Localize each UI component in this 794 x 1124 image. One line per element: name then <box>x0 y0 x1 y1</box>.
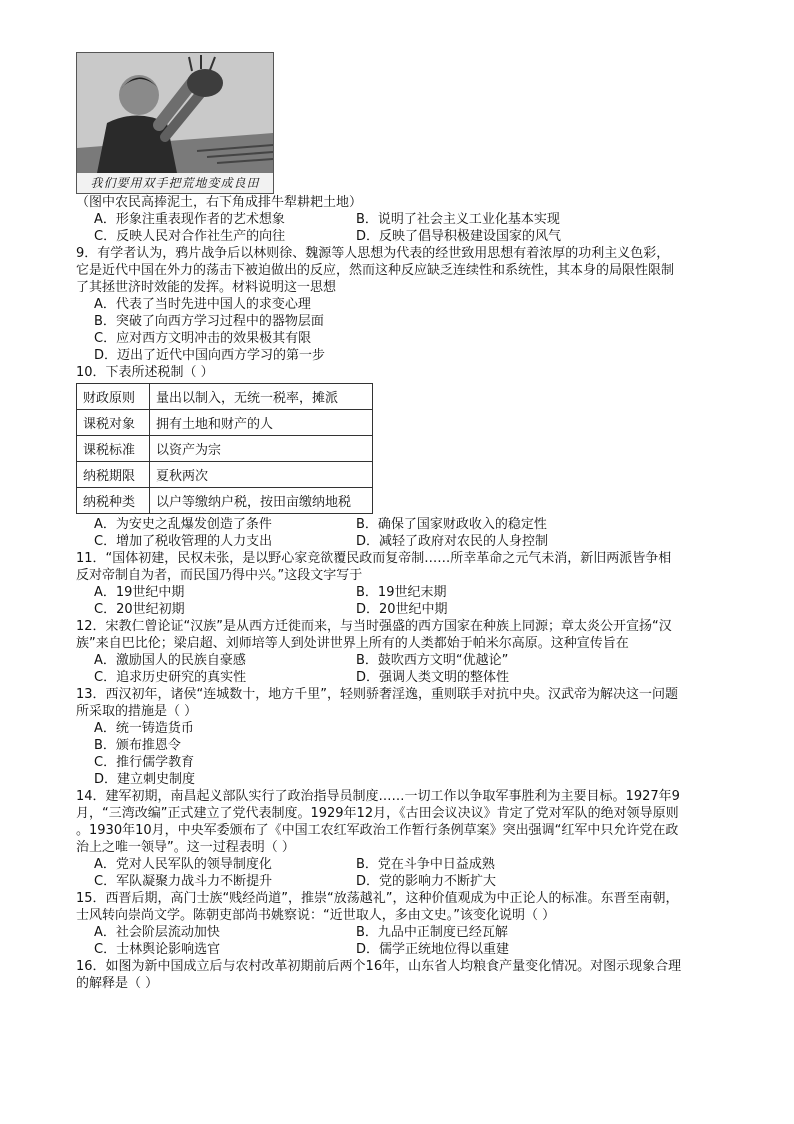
table-header-cell: 纳税期限 <box>77 462 150 488</box>
q11-option-d[interactable]: D．20世纪中期 <box>356 602 448 617</box>
q13-stem-line: 13．西汉初年，诸侯“连城数十，地方千里”，轻则骄奢淫逸，重则联手对抗中央。汉武帝为解决这一问题 <box>76 687 679 702</box>
q11-option-a[interactable]: A．19世纪中期 <box>94 585 185 600</box>
q9-stem-line: 了其拯世济时效能的发挥。材料说明这一思想 <box>76 280 337 295</box>
question-12 <box>76 618 722 686</box>
table-row <box>77 436 373 462</box>
q14-stem-line: 14．建军初期，南昌起义部队实行了政治指导员制度……一切工作以争取军事胜利为主要目标。1927年9 <box>76 789 680 804</box>
table-row <box>77 462 373 488</box>
q9-option-a[interactable]: A．代表了当时先进中国人的求变心理 <box>94 297 311 312</box>
table-header-cell: 财政原则 <box>77 384 150 410</box>
q8-options-row1 <box>76 211 722 228</box>
q8-option-d[interactable]: D．反映了倡导积极建设国家的风气 <box>356 229 562 244</box>
q15-stem-line: 15．西晋后期，高门士族“贱经尚道”，推崇“放荡越礼”，这种价值观成为中正论人的标准。东晋至南朝， <box>76 891 679 906</box>
q8-option-c[interactable]: C．反映人民对合作社生产的向往 <box>94 229 286 244</box>
q13-stem-line: 所采取的措施是（ ） <box>76 704 198 719</box>
q9-option-b[interactable]: B．突破了向西方学习过程中的器物层面 <box>94 314 324 329</box>
question-14 <box>76 788 722 890</box>
table-row <box>77 384 373 410</box>
table-header-cell: 纳税种类 <box>77 488 150 514</box>
q10-option-b[interactable]: B．确保了国家财政收入的稳定性 <box>356 517 547 532</box>
question-13 <box>76 686 722 788</box>
propaganda-poster <box>76 52 274 194</box>
q9-stem-line: 它是近代中国在外力的荡击下被迫做出的反应，然而这种反应缺乏连续性和系统性，其本身的局限性限制 <box>76 263 675 278</box>
table-header-cell: 课税标准 <box>77 436 150 462</box>
q15-stem-line: 士风转向崇尚文学。陈朝吏部尚书姚察说：“近世取人，多由文史。”该变化说明（ ） <box>76 908 556 923</box>
q12-options-row2 <box>76 669 722 686</box>
q14-option-d[interactable]: D．党的影响力不断扩大 <box>356 874 497 889</box>
poster-caption: 我们要用双手把荒地变成良田 <box>77 173 273 193</box>
table-value-cell: 以资产为宗 <box>150 436 373 462</box>
q10-options-row2 <box>76 533 722 550</box>
q11-options-row2 <box>76 601 722 618</box>
q12-option-d[interactable]: D．强调人类文明的整体性 <box>356 670 510 685</box>
q11-stem-line: 11．“国体初建，民权未张，是以野心家竞欲覆民政而复帝制……所幸革命之元气未消，新旧两派皆争相 <box>76 551 672 566</box>
q13-option-a[interactable]: A．统一铸造货币 <box>94 721 194 736</box>
q9-stem-line: 9．有学者认为，鸦片战争后以林则徐、魏源等人思想为代表的经世致用思想有着浓厚的功利主义色彩， <box>76 246 670 261</box>
q13-option-b[interactable]: B．颁布推恩令 <box>94 738 181 753</box>
question-9 <box>76 245 722 364</box>
q12-option-a[interactable]: A．激励国人的民族自豪感 <box>94 653 246 668</box>
q10-option-d[interactable]: D．减轻了政府对农民的人身控制 <box>356 534 549 549</box>
q15-option-d[interactable]: D．儒学正统地位得以重建 <box>356 942 510 957</box>
tax-system-table <box>76 383 373 514</box>
table-value-cell: 夏秋两次 <box>150 462 373 488</box>
q11-stem-line: 反对帝制自为者，而民国乃得中兴。”这段文字写于 <box>76 568 363 583</box>
q8-note: （图中农民高捧泥土，右下角成排牛犁耕耙土地） <box>76 195 363 210</box>
question-11 <box>76 550 722 618</box>
q14-stem-line: 。1930年10月，中央军委颁布了《中国工农红军政治工作暂行条例草案》突出强调“红军中只允许党在政 <box>76 823 679 838</box>
q12-option-c[interactable]: C．追求历史研究的真实性 <box>94 670 247 685</box>
q15-option-c[interactable]: C．士林舆论影响选官 <box>94 942 221 957</box>
q14-option-a[interactable]: A．党对人民军队的领导制度化 <box>94 857 272 872</box>
table-row <box>77 488 373 514</box>
q15-options-row2 <box>76 941 722 958</box>
table-row <box>77 410 373 436</box>
q15-option-b[interactable]: B．九品中正制度已经瓦解 <box>356 925 508 940</box>
q13-option-d[interactable]: D．建立刺史制度 <box>94 772 196 787</box>
q16-stem-line: 16．如图为新中国成立后与农村改革初期前后两个16年，山东省人均粮食产量变化情况。对图示现象合理 <box>76 959 682 974</box>
q11-option-c[interactable]: C．20世纪初期 <box>94 602 185 617</box>
table-value-cell: 以户等缴纳户税，按田亩缴纳地税 <box>150 488 373 514</box>
q12-options-row1 <box>76 652 722 669</box>
q12-stem-line: 12．宋教仁曾论证“汉族”是从西方迁徙而来，与当时强盛的西方国家在种族上同源；章太炎公开宣扬“汉 <box>76 619 672 634</box>
q14-options-row2 <box>76 873 722 890</box>
q14-option-b[interactable]: B．党在斗争中日益成熟 <box>356 857 495 872</box>
q10-option-a[interactable]: A．为安史之乱爆发创造了条件 <box>94 517 272 532</box>
q8-option-b[interactable]: B．说明了社会主义工业化基本实现 <box>356 212 560 227</box>
q8-options-row2 <box>76 228 722 245</box>
question-16 <box>76 958 722 992</box>
table-header-cell: 课税对象 <box>77 410 150 436</box>
q13-option-c[interactable]: C．推行儒学教育 <box>94 755 195 770</box>
q11-option-b[interactable]: B．19世纪末期 <box>356 585 447 600</box>
farmer-illustration <box>77 53 273 173</box>
q14-stem-line: 月，“三湾改编”正式建立了党代表制度。1929年12月，《古田会议决议》肯定了党对军队的绝对领导原则 <box>76 806 679 821</box>
q11-options-row1 <box>76 584 722 601</box>
table-value-cell: 拥有土地和财产的人 <box>150 410 373 436</box>
q10-options-row1 <box>76 516 722 533</box>
question-10 <box>76 364 722 550</box>
q9-option-d[interactable]: D．迈出了近代中国向西方学习的第一步 <box>94 348 326 363</box>
q12-stem-line: 族”来自巴比伦；梁启超、刘师培等人到处讲世界上所有的人类都始于帕米尔高原。这种宣传旨在 <box>76 636 629 651</box>
q12-option-b[interactable]: B．鼓吹西方文明“优越论” <box>356 653 509 668</box>
q16-stem-line: 的解释是（ ） <box>76 976 159 991</box>
question-15 <box>76 890 722 958</box>
q14-stem-line: 治上之唯一领导”。这一过程表明（ ） <box>76 840 295 855</box>
q15-options-row1 <box>76 924 722 941</box>
q15-option-a[interactable]: A．社会阶层流动加快 <box>94 925 220 940</box>
q10-option-c[interactable]: C．增加了税收管理的人力支出 <box>94 534 273 549</box>
table-value-cell: 量出以制入，无统一税率，摊派 <box>150 384 373 410</box>
q8-option-a[interactable]: A．形象注重表现作者的艺术想象 <box>94 212 285 227</box>
q14-options-row1 <box>76 856 722 873</box>
q14-option-c[interactable]: C．军队凝聚力战斗力不断提升 <box>94 874 273 889</box>
q9-option-c[interactable]: C．应对西方文明冲击的效果极其有限 <box>94 331 312 346</box>
q10-stem: 10．下表所述税制（ ） <box>76 365 214 380</box>
exam-page <box>76 52 722 992</box>
